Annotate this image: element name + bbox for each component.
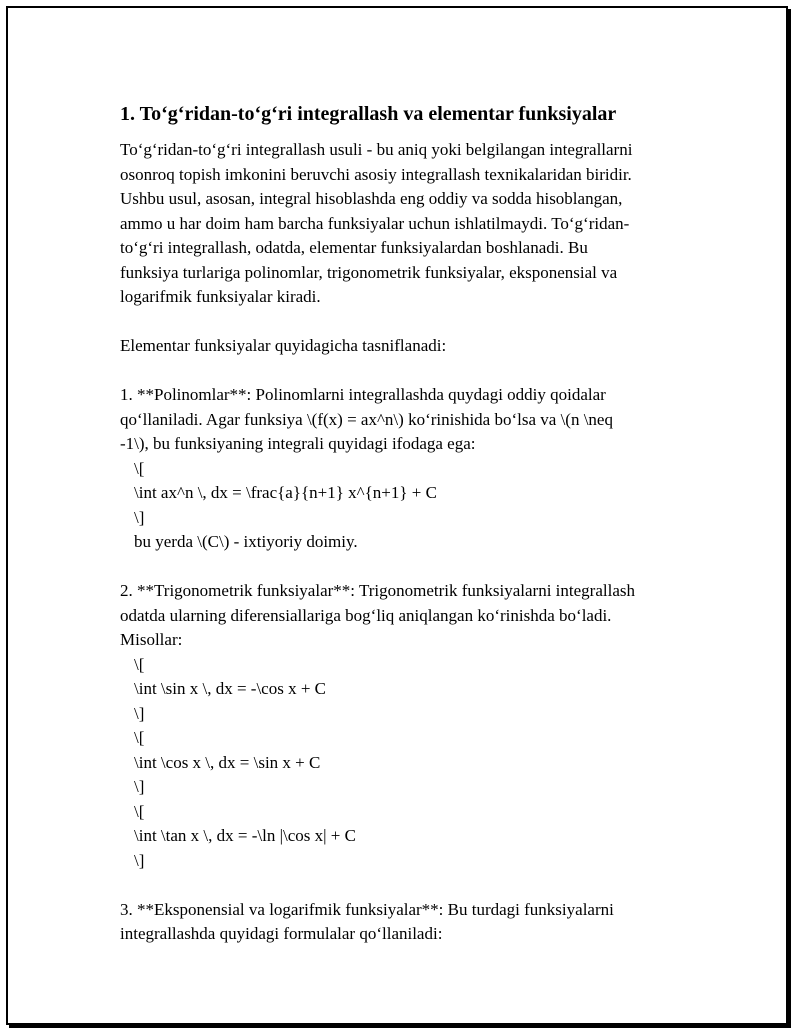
intro-line: funksiya turlariga polinomlar, trigonometrik funksiyalar, eksponensial va (120, 262, 618, 282)
trigonometric-line: Misollar: (120, 630, 183, 649)
trigonometric-line: odatda ularning diferensiallariga bog‘liq aniqlangan ko‘rinishda bo‘ladi. (120, 605, 612, 625)
formula-line: \] (134, 507, 145, 527)
document-page (6, 6, 788, 1025)
formula-line: \int \sin x \, dx = -\cos x + C (134, 679, 327, 698)
intro-line: to‘g‘ri integrallash, odatda, elementar funksiyalardan boshlanadi. Bu (120, 238, 588, 257)
classification-line: Elementar funksiyalar quyidagicha tasniflanadi: (120, 336, 447, 355)
formula-line: \int ax^n \, dx = \frac{a}{n+1} x^{n+1} + C (134, 483, 437, 502)
trigonometric-line: 2. **Trigonometrik funksiyalar**: Trigonometrik funksiyalarni integrallash (120, 581, 635, 600)
formula-line: \[ (134, 728, 145, 747)
polynomials-line: 1. **Polinomlar**: Polinomlarni integrallashda quydagi oddiy qoidalar (120, 385, 606, 404)
intro-paragraph (120, 138, 700, 947)
formula-line: \] (134, 850, 145, 870)
intro-line: To‘g‘ridan-to‘g‘ri integrallash usuli - bu aniq yoki belgilangan integrallarni (120, 140, 633, 159)
paragraph-spacer (120, 310, 700, 335)
formula-line: \[ (134, 801, 145, 821)
paragraph-spacer (120, 555, 700, 580)
formula-line: \[ (134, 654, 145, 674)
formula-line: \int \tan x \, dx = -\ln |\cos x| + C (134, 826, 356, 845)
formula-note: bu yerda \(C\) - ixtiyoriy doimiy. (134, 532, 358, 551)
paragraph-spacer (120, 873, 700, 898)
polynomials-line: -1\), bu funksiyaning integrali quyidagi ifodaga ega: (120, 434, 476, 453)
formula-line: \] (134, 703, 145, 723)
polynomials-line: qo‘llaniladi. Agar funksiya \(f(x) = ax^n\) ko‘rinishida bo‘lsa va \(n \neq (120, 409, 613, 429)
formula-line: \int \cos x \, dx = \sin x + C (134, 752, 321, 772)
exponential-line: 3. **Eksponensial va logarifmik funksiyalar**: Bu turdagi funksiyalarni (120, 899, 614, 919)
formula-line: \[ (134, 458, 145, 478)
intro-line: ammo u har doim ham barcha funksiyalar uchun ishlatilmaydi. To‘g‘ridan- (120, 213, 630, 233)
intro-line: Ushbu usul, asosan, integral hisoblashda eng oddiy va sodda hisoblangan, (120, 189, 623, 208)
intro-line: osonroq topish imkonini beruvchi asosiy integrallash texnikalaridan biridir. (120, 164, 632, 184)
paragraph-spacer (120, 359, 700, 384)
exponential-line: integrallashda quyidagi formulalar qo‘llaniladi: (120, 924, 443, 943)
formula-line: \] (134, 777, 145, 796)
document-content (120, 100, 700, 947)
intro-line: logarifmik funksiyalar kiradi. (120, 287, 321, 306)
section-heading: 1. To‘g‘ridan-to‘g‘ri integrallash va elementar funksiyalar (120, 103, 617, 125)
